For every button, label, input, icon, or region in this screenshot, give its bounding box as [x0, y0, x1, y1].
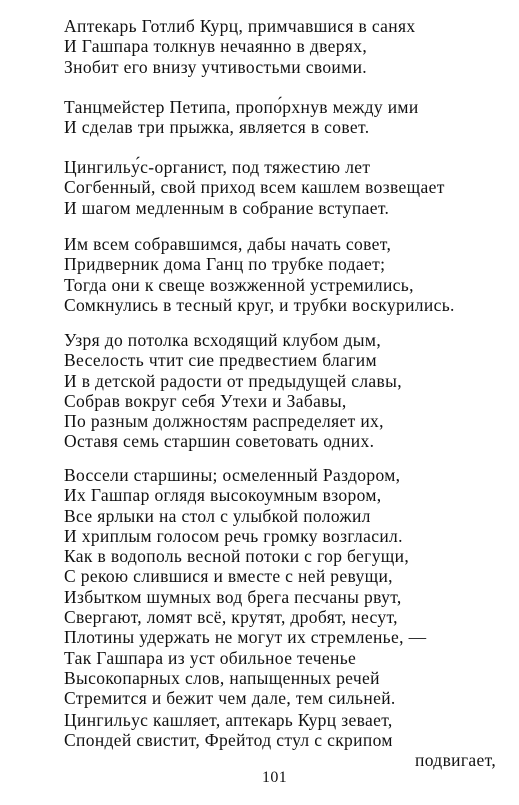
verse-line: Аптекарь Готлиб Курц, примчавшися в санях — [64, 16, 416, 36]
verse-line: Как в водополь весной потоки с гор бегущи, — [64, 546, 410, 567]
stanza-7 — [64, 710, 504, 751]
verse-line: Так Гашпара из уст обильное теченье — [64, 647, 357, 668]
verse-line: Сомкнулись в тесный круг, и трубки воскурились. — [64, 294, 455, 315]
verse-line: Спондей свистит, Фрейтод стул с скрипом — [64, 730, 393, 751]
verse-line: Воссели старшины; осмеленный Раздором, — [64, 465, 401, 485]
verse-line: Узря до потолка всходящий клубом дым, — [64, 330, 382, 350]
verse-line: И хриплым голосом речь громку возгласил. — [64, 525, 403, 546]
verse-line: И сделав три прыжка, является в совет. — [64, 117, 370, 138]
stanza-2 — [64, 97, 504, 138]
verse-line: Придверник дома Ганц по трубке подает; — [64, 254, 386, 275]
stanza-5 — [64, 330, 504, 452]
verse-line: Согбенный, свой приход всем кашлем возвещает — [64, 177, 445, 198]
verse-runover: подвигает, — [415, 750, 497, 770]
verse-line: Все ярлыки на стол с улыбкой положил — [64, 505, 371, 526]
verse-line: Собрав вокруг себя Утехи и Забавы, — [64, 390, 347, 411]
verse-line: Танцмейстер Петипа, пропо́рхнув между ими — [64, 97, 419, 117]
verse-line: Тогда они к свеще возжженной устремились, — [64, 274, 414, 295]
stanza-4 — [64, 234, 504, 315]
verse-line: По разным должностям распределяет их, — [64, 411, 384, 432]
stanza-1 — [64, 16, 504, 77]
verse-line: Цингильус кашляет, аптекарь Курц зевает, — [64, 710, 393, 730]
verse-line: Свергают, ломят всё, крутят, дробят, несут, — [64, 607, 398, 628]
page-number: 101 — [262, 769, 288, 786]
verse-line: И Гашпара толкнув нечаянно в дверях, — [64, 36, 368, 57]
verse-line: И в детской радости от предыдущей славы, — [64, 370, 402, 391]
verse-line: Цингильу́с-органист, под тяжестию лет — [64, 157, 371, 177]
stanza-3 — [64, 157, 504, 218]
stanza-6 — [64, 465, 504, 709]
verse-line: Избытком шумных вод брега песчаны рвут, — [64, 586, 402, 607]
verse-line: С рекою слившися и вместе с ней ревущи, — [64, 566, 393, 587]
verse-line: Плотины удержать не могут их стремленье, — — [64, 627, 427, 648]
verse-line: Высокопарных слов, напыщенных речей — [64, 667, 380, 688]
verse-line: И шагом медленным в собрание вступает. — [64, 197, 390, 218]
verse-line: Им всем собравшимся, дабы начать совет, — [64, 234, 392, 254]
verse-line: Знобит его внизу учтивостьми своими. — [64, 56, 368, 77]
verse-line: Их Гашпар оглядя высокоумным взором, — [64, 485, 382, 506]
verse-line: Веселость чтит сие предвестием благим — [64, 350, 377, 371]
verse-line: Оставя семь старшин советовать одних. — [64, 431, 375, 452]
verse-line: Стремится и бежит чем дале, тем сильней. — [64, 688, 396, 709]
